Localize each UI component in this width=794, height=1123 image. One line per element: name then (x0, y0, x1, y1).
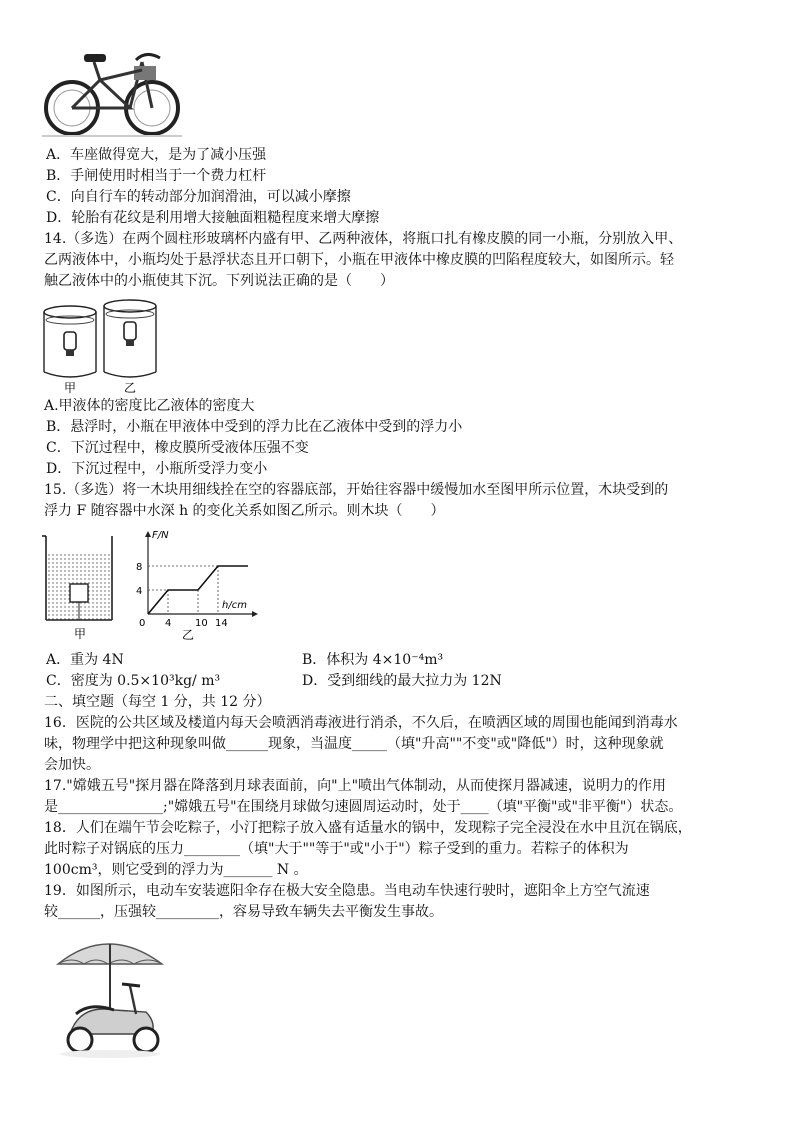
q16-line-2: 味，物理学中把这种现象叫做______现象，当温度_____（填"升高""不变"或"降低"）时，这种现象就 (44, 736, 664, 752)
scooter-umbrella-image (50, 930, 170, 1060)
x-tick-label: 10 (195, 618, 208, 629)
q14-stem-1: 14.（多选）在两个圆柱形玻璃杯内盛有甲、乙两种液体，将瓶口扎有橡皮膜的同一小瓶，分别放入甲、 (44, 231, 683, 247)
q18-line-3: 100cm³，则它受到的浮力为_______ N 。 (44, 862, 308, 878)
q14-option-c: C．下沉过程中，橡皮膜所受液体压强不变 (46, 440, 309, 456)
beaker-jia (44, 306, 96, 377)
y-tick-label: 4 (136, 586, 143, 597)
q15-stem-1: 15.（多选）将一木块用细线拴在空的容器底部，开始往容器中缓慢加水至图甲所示位置，木块受到的 (44, 482, 669, 498)
q15-fig-label-jia: 甲 (74, 627, 87, 641)
q13-option-d: D．轮胎有花纹是利用增大接触面粗糙程度来增大摩擦 (46, 210, 380, 226)
q18-line-2: 此时粽子对锅底的压力________（填"大于""等于"或"小于"）粽子受到的重力。若粽子的体积为 (44, 841, 629, 857)
q15-option-b: B．体积为 4×10⁻⁴m³ (302, 652, 444, 668)
q15-option-d: D．受到细线的最大拉力为 12N (302, 673, 502, 689)
bicycle-image (42, 40, 182, 140)
q19-line-2: 较______，压强较_________，容易导致车辆失去平衡发生事故。 (44, 904, 443, 920)
q14-option-d: D．下沉过程中，小瓶所受浮力变小 (46, 461, 268, 477)
q14-option-b: B．悬浮时，小瓶在甲液体中受到的浮力比在乙液体中受到的浮力小 (46, 419, 463, 435)
x-axis-arrow (252, 611, 258, 617)
q13-option-b: B．手闸使用时相当于一个费力杠杆 (46, 168, 267, 184)
q17-line-2: 是_______________;"嫦娥五号"在围绕月球做匀速圆周运动时，处于____（填"平衡"或"非平衡"）状态。 (44, 799, 683, 815)
q15-graph (128, 528, 258, 642)
q14-stem-3: 触乙液体中的小瓶使其下沉。下列说法正确的是（ ） (44, 273, 394, 289)
q14-fig-label-yi: 乙 (124, 381, 137, 394)
q15-option-c: C．密度为 0.5×10³kg/ m³ (46, 673, 221, 689)
q19-line-1: 19．如图所示，电动车安装遮阳伞存在极大安全隐患。当电动车快速行驶时，遮阳伞上方空气流速 (44, 883, 650, 899)
q14-option-a: A.甲液体的密度比乙液体的密度大 (44, 398, 255, 414)
x-tick-label: 14 (215, 618, 228, 629)
y-tick-label: 8 (136, 562, 143, 573)
x-tick-label: 0 (139, 618, 146, 629)
y-axis-label: F/N (152, 530, 169, 541)
q14-fig-label-jia: 甲 (64, 381, 77, 394)
q15-fig-label-yi: 乙 (182, 628, 195, 642)
q13-option-c: C．向自行车的转动部分加润滑油，可以减小摩擦 (46, 189, 351, 205)
q14-stem-2: 乙两液体中，小瓶均处于悬浮状态且开口朝下，小瓶在甲液体中橡皮膜的凹陷程度较大，如图所示。轻 (44, 252, 674, 268)
q13-option-a: A．车座做得宽大，是为了减小压强 (46, 147, 267, 163)
q15-stem-2: 浮力 F 随容器中水深 h 的变化关系如图乙所示。则木块（ ） (44, 503, 445, 519)
q15-option-a: A．重为 4N (46, 652, 124, 668)
q18-line-1: 18．人们在端午节会吃粽子，小汀把粽子放入盛有适量水的锅中，发现粽子完全浸没在水中且沉在锅底， (44, 820, 692, 836)
section-2-heading: 二、填空题（每空 1 分，共 12 分） (44, 694, 271, 710)
q16-line-1: 16．医院的公共区域及楼道内每天会喷洒消毒液进行消杀，不久后，在喷洒区域的周围也能闻到消毒水 (44, 715, 678, 731)
q14-beakers-figure (40, 296, 160, 394)
x-axis-label: h/cm (222, 600, 247, 611)
x-tick-label: 4 (165, 618, 172, 629)
q16-line-3: 会加快。 (44, 757, 100, 773)
q17-line-1: 17."嫦娥五号"探月器在降落到月球表面前，向"上"喷出气体制动，从而使探月器减速，说明力的作用 (44, 778, 667, 794)
y-axis-arrow (145, 531, 151, 537)
beaker-yi (104, 300, 156, 377)
q15-beaker-figure (40, 530, 120, 642)
